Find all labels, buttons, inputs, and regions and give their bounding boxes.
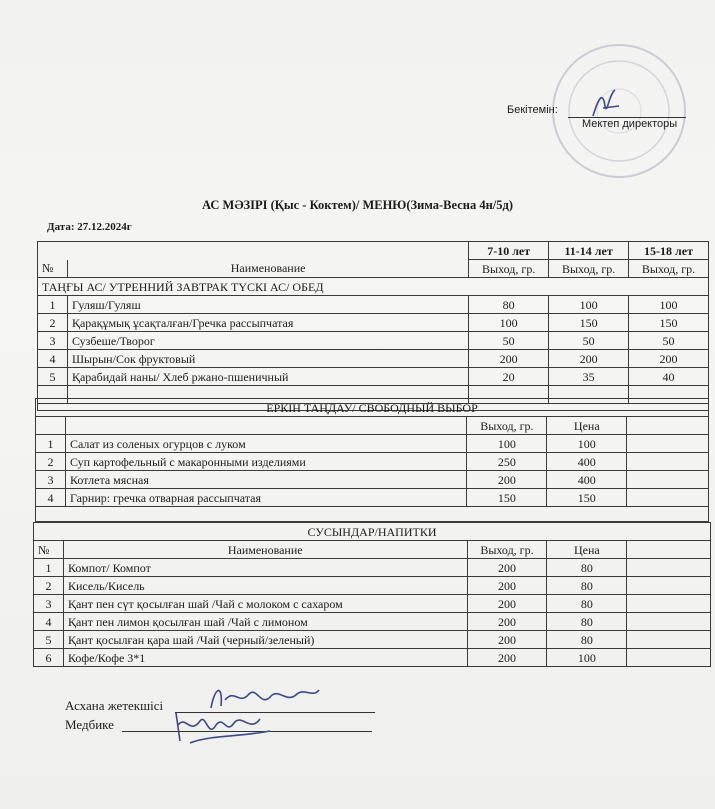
col-price-header: Цена	[547, 541, 627, 559]
nurse-signature-icon	[170, 705, 280, 749]
row-number: 4	[36, 489, 66, 507]
drink-name: Кофе/Кофе 3*1	[63, 649, 467, 667]
row-number: 4	[34, 613, 64, 631]
yield-value: 50	[629, 332, 709, 350]
yield-value: 200	[467, 577, 547, 595]
yield-value: 200	[467, 559, 547, 577]
yield-value: 100	[467, 435, 547, 453]
col-yield-header: Выход, гр.	[467, 541, 547, 559]
dish-name: Суп картофельный с макаронными изделиями	[65, 453, 466, 471]
row-number: 3	[36, 471, 66, 489]
yield-value: 200	[629, 350, 709, 368]
dish-name: Котлета мясная	[65, 471, 466, 489]
row-number: 1	[38, 296, 68, 314]
yield-value: 40	[629, 368, 709, 386]
row-number: 3	[38, 332, 68, 350]
col-yield-header: Выход, гр.	[467, 417, 547, 435]
table-row	[38, 314, 709, 332]
table-row	[38, 350, 709, 368]
table-row	[38, 368, 709, 386]
drinks-title: СУСЫНДАР/НАПИТКИ	[34, 523, 711, 541]
col-num-header: №	[34, 541, 64, 559]
row-number: 3	[34, 595, 64, 613]
yield-value: 35	[549, 368, 629, 386]
row-number: 6	[34, 649, 64, 667]
dish-name: Салат из соленых огурцов с луком	[65, 435, 466, 453]
approve-role: Мектеп директоры	[582, 118, 678, 130]
col-yield-header: Выход, гр.	[469, 260, 549, 278]
page-title: АС МӘЗІРІ (Қыс - Коктем)/ МЕНЮ(Зима-Весна 4н/5д)	[201, 198, 514, 212]
yield-value: 200	[467, 613, 547, 631]
table-row	[34, 613, 711, 631]
yield-value: 200	[469, 350, 549, 368]
drink-name: Кисель/Кисель	[63, 577, 467, 595]
yield-value: 200	[467, 471, 547, 489]
table-row	[36, 471, 709, 489]
price-value: 400	[547, 471, 627, 489]
table-row	[38, 332, 709, 350]
price-value: 80	[547, 577, 627, 595]
drink-name: Компот/ Компот	[63, 559, 467, 577]
col-num-header: №	[38, 260, 68, 278]
yield-value: 100	[469, 314, 549, 332]
table-row	[36, 435, 709, 453]
main-menu-table	[37, 241, 709, 411]
dish-name: Шырын/Сок фруктовый	[67, 350, 468, 368]
price-value: 150	[547, 489, 627, 507]
nurse-signature-label: Медбике	[65, 717, 114, 732]
yield-value: 200	[467, 595, 547, 613]
table-row	[34, 559, 711, 577]
menu-date: Дата: 27.12.2024г	[47, 221, 132, 233]
price-value: 100	[547, 649, 627, 667]
row-number: 2	[34, 577, 64, 595]
price-value: 80	[547, 613, 627, 631]
table-row	[38, 296, 709, 314]
age-group-11-14: 11-14 лет	[549, 242, 629, 260]
price-value: 80	[547, 631, 627, 649]
yield-value: 80	[469, 296, 549, 314]
yield-value: 200	[467, 649, 547, 667]
col-name-header: Наименование	[63, 541, 467, 559]
price-value: 80	[547, 559, 627, 577]
row-number: 2	[38, 314, 68, 332]
age-group-15-18: 15-18 лет	[629, 242, 709, 260]
price-value: 100	[547, 435, 627, 453]
dish-name: Гуляш/Гуляш	[67, 296, 468, 314]
yield-value: 250	[467, 453, 547, 471]
drink-name: Қант пен лимон қосылған шай /Чай с лимоном	[63, 613, 467, 631]
yield-value: 100	[549, 296, 629, 314]
yield-value: 100	[629, 296, 709, 314]
dish-name: Сузбеше/Творог	[67, 332, 468, 350]
row-number: 2	[36, 453, 66, 471]
table-row	[34, 631, 711, 649]
drink-name: Қант пен сүт қосылған шай /Чай с молоком с сахаром	[63, 595, 467, 613]
table-row	[34, 577, 711, 595]
row-number: 5	[38, 368, 68, 386]
dish-name: Қарабидай наны/ Хлеб ржано-пшеничный	[67, 368, 468, 386]
free-choice-title: ЕРКІН ТАҢДАУ/ СВОБОДНЫЙ ВЫБОР	[36, 399, 709, 417]
table-row	[34, 649, 711, 667]
approve-label: Бекітемін:	[507, 104, 558, 116]
col-price-header: Цена	[547, 417, 627, 435]
yield-value: 150	[467, 489, 547, 507]
cook-signature-label: Асхана жетекшісі	[65, 698, 164, 713]
col-yield-header: Выход, гр.	[549, 260, 629, 278]
yield-value: 20	[469, 368, 549, 386]
table-row	[36, 453, 709, 471]
free-choice-table	[35, 398, 709, 522]
yield-value: 50	[549, 332, 629, 350]
price-value: 400	[547, 453, 627, 471]
price-value: 80	[547, 595, 627, 613]
dish-name: Гарнир: гречка отварная рассыпчатая	[65, 489, 466, 507]
yield-value: 150	[629, 314, 709, 332]
row-number: 4	[38, 350, 68, 368]
dish-name: Қарақұмық ұсақталған/Гречка рассыпчатая	[67, 314, 468, 332]
col-name-header: Наименование	[67, 260, 468, 278]
yield-value: 50	[469, 332, 549, 350]
yield-value: 150	[549, 314, 629, 332]
yield-value: 200	[467, 631, 547, 649]
meal-section-header: ТАҢҒЫ АС/ УТРЕННИЙ ЗАВТРАК ТҮСКІ АС/ ОБЕД	[38, 278, 709, 296]
row-number: 1	[36, 435, 66, 453]
table-row	[36, 489, 709, 507]
table-row	[34, 595, 711, 613]
yield-value: 200	[549, 350, 629, 368]
row-number: 1	[34, 559, 64, 577]
drink-name: Қант қосылған қара шай /Чай (черный/зеленый)	[63, 631, 467, 649]
drinks-table	[33, 522, 711, 667]
col-yield-header: Выход, гр.	[629, 260, 709, 278]
age-group-7-10: 7-10 лет	[469, 242, 549, 260]
row-number: 5	[34, 631, 64, 649]
